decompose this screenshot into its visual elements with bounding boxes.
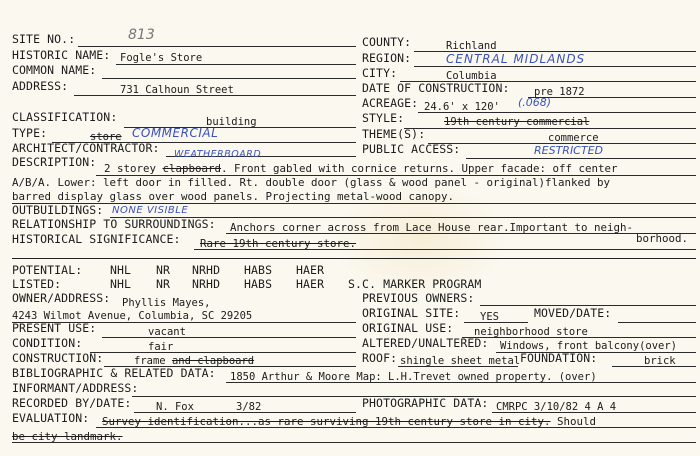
foundation-line bbox=[612, 366, 696, 367]
public-access-line bbox=[466, 158, 696, 159]
construction-value: frame and clapboard bbox=[134, 355, 255, 367]
historic-name-line bbox=[116, 64, 356, 65]
region-value: CENTRAL MIDLANDS bbox=[446, 52, 586, 66]
listed-label: LISTED: bbox=[12, 277, 62, 291]
evaluation-line1: Survey identification...as rare surviving 19th century store in city. Should bbox=[102, 415, 597, 428]
classification-label: CLASSIFICATION: bbox=[12, 110, 118, 124]
photographic-value: CMRPC 3/10/82 4 A 4 bbox=[496, 401, 617, 413]
classification-value: building bbox=[206, 116, 257, 128]
evaluation-line2: be city landmark. bbox=[12, 430, 123, 443]
acreage-line bbox=[418, 112, 696, 113]
foundation-value: brick bbox=[644, 355, 676, 367]
acreage-label: ACREAGE: bbox=[362, 96, 419, 110]
address-label: ADDRESS: bbox=[12, 79, 69, 93]
region-line bbox=[414, 66, 696, 67]
evaluation-label: EVALUATION: bbox=[12, 411, 90, 425]
acreage-hand: (.068) bbox=[518, 96, 552, 109]
type-hand: COMMERCIAL bbox=[132, 126, 219, 140]
description-hand: WEATHERBOARD bbox=[174, 149, 262, 160]
previous-owners-label: PREVIOUS OWNERS: bbox=[362, 291, 475, 305]
relationship-line1: Anchors corner across from Lace House rear.Important to neigh- bbox=[230, 221, 634, 234]
relationship-label: RELATIONSHIP TO SURROUNDINGS: bbox=[12, 217, 216, 231]
county-value: Richland bbox=[446, 40, 497, 52]
roof-label: ROOF: bbox=[362, 351, 398, 365]
listed-haer: HAER bbox=[296, 277, 325, 291]
date-of-construction-line bbox=[528, 97, 696, 98]
acreage-value: 24.6' x 120' bbox=[424, 101, 500, 113]
moved-date-label: MOVED/DATE: bbox=[534, 306, 612, 320]
original-use-label: ORIGINAL USE: bbox=[362, 321, 454, 335]
listed-nr: NR bbox=[156, 277, 171, 291]
construction-label: CONSTRUCTION: bbox=[12, 351, 104, 365]
original-site-line bbox=[464, 322, 528, 323]
county-label: COUNTY: bbox=[362, 35, 412, 49]
architect-label: ARCHITECT/CONTRACTOR: bbox=[12, 141, 160, 155]
bibliographic-label: BIBLIOGRAPHIC & RELATED DATA: bbox=[12, 366, 216, 380]
theme-value: commerce bbox=[548, 132, 599, 144]
type-struck: store bbox=[90, 131, 122, 143]
listed-habs: HABS bbox=[244, 277, 273, 291]
outbuildings-hand: NONE VISIBLE bbox=[112, 205, 189, 216]
description-line3: barred display glass over wood panels. Projecting metal-wood canopy. bbox=[12, 190, 455, 203]
date-of-construction-label: DATE OF CONSTRUCTION: bbox=[362, 81, 510, 95]
site-no-value: 813 bbox=[128, 27, 155, 43]
public-access-hand: RESTRICTED bbox=[534, 144, 604, 157]
potential-nhl: NHL bbox=[110, 263, 132, 277]
potential-nr: NR bbox=[156, 263, 171, 277]
original-use-line bbox=[462, 337, 696, 338]
potential-habs: HABS bbox=[244, 263, 273, 277]
listed-nrhd: NRHD bbox=[192, 277, 221, 291]
address-line bbox=[74, 95, 356, 96]
section-divider bbox=[12, 258, 696, 259]
region-label: REGION: bbox=[362, 51, 412, 65]
theme-label: THEME(S): bbox=[362, 127, 426, 141]
recorded-date: 3/82 bbox=[236, 401, 262, 413]
public-access-label: PUBLIC ACCESS: bbox=[362, 142, 461, 156]
recorded-line bbox=[134, 412, 356, 413]
present-use-line bbox=[102, 337, 356, 338]
description-label: DESCRIPTION: bbox=[12, 155, 97, 169]
owner-label: OWNER/ADDRESS: bbox=[12, 291, 111, 305]
historic-name-label: HISTORIC NAME: bbox=[12, 48, 111, 62]
altered-value: Windows, front balcony(over) bbox=[500, 340, 678, 352]
original-site-value: YES bbox=[480, 311, 499, 323]
style-value: 19th century commercial bbox=[444, 116, 590, 128]
style-label: STYLE: bbox=[362, 111, 405, 125]
site-no-line bbox=[78, 46, 356, 47]
common-name-line bbox=[102, 78, 356, 79]
description-rule1 bbox=[96, 175, 696, 176]
description-line2: A/B/A. Lower: left door in filled. Rt. double door (glass & wood panel - original)flanked by bbox=[12, 176, 611, 189]
sc-marker-program: S.C. MARKER PROGRAM bbox=[348, 277, 482, 291]
relationship-rule bbox=[226, 233, 696, 234]
type-label: TYPE: bbox=[12, 126, 48, 140]
outbuildings-label: OUTBUILDINGS: bbox=[12, 203, 104, 217]
roof-value: shingle sheet metal bbox=[400, 355, 521, 367]
style-line bbox=[404, 128, 696, 129]
description-line1: 2 storey clapboard. Front gabled with cornice returns. Upper facade: off center bbox=[104, 162, 618, 175]
potential-nrhd: NRHD bbox=[192, 263, 221, 277]
description-rule2 bbox=[12, 203, 696, 204]
evaluation-rule2 bbox=[12, 442, 696, 443]
original-site-label: ORIGINAL SITE: bbox=[362, 306, 461, 320]
altered-label: ALTERED/UNALTERED: bbox=[362, 336, 489, 350]
roof-line bbox=[398, 366, 518, 367]
recorded-label: RECORDED BY/DATE: bbox=[12, 396, 132, 410]
bibliographic-line bbox=[226, 382, 696, 383]
informant-label: INFORMANT/ADDRESS: bbox=[12, 381, 139, 395]
foundation-label: FOUNDATION: bbox=[520, 351, 598, 365]
listed-nhl: NHL bbox=[110, 277, 132, 291]
common-name-label: COMMON NAME: bbox=[12, 63, 97, 77]
photographic-label: PHOTOGRAPHIC DATA: bbox=[362, 396, 489, 410]
potential-label: POTENTIAL: bbox=[12, 263, 83, 277]
potential-haer: HAER bbox=[296, 263, 325, 277]
historical-significance-value: Rare 19th century store. bbox=[200, 237, 357, 250]
relationship-line2: borhood. bbox=[636, 232, 689, 245]
present-use-value: vacant bbox=[148, 326, 186, 338]
historic-name-value: Fogle's Store bbox=[120, 52, 203, 64]
address-value: 731 Calhoun Street bbox=[120, 84, 234, 96]
owner-line2: 4243 Wilmot Avenue, Columbia, SC 29205 bbox=[12, 310, 253, 322]
owner-line1: Phyllis Mayes, bbox=[122, 297, 211, 309]
condition-label: CONDITION: bbox=[12, 336, 83, 350]
site-no-label: SITE NO.: bbox=[12, 32, 76, 46]
condition-line bbox=[90, 352, 356, 353]
present-use-label: PRESENT USE: bbox=[12, 321, 97, 335]
moved-date-line bbox=[618, 322, 696, 323]
recorded-by: N. Fox bbox=[156, 401, 194, 413]
historical-significance-label: HISTORICAL SIGNIFICANCE: bbox=[12, 232, 181, 246]
historical-significance-line bbox=[194, 249, 696, 250]
original-use-value: neighborhood store bbox=[474, 326, 588, 338]
date-of-construction-value: pre 1872 bbox=[534, 86, 585, 98]
city-value: Columbia bbox=[446, 70, 497, 82]
bibliographic-value: 1850 Arthur & Moore Map: L.H.Trevet owned property. (over) bbox=[230, 371, 597, 383]
condition-value: fair bbox=[148, 341, 174, 353]
evaluation-rule1 bbox=[96, 427, 696, 428]
city-label: CITY: bbox=[362, 66, 398, 80]
photographic-line bbox=[492, 412, 696, 413]
